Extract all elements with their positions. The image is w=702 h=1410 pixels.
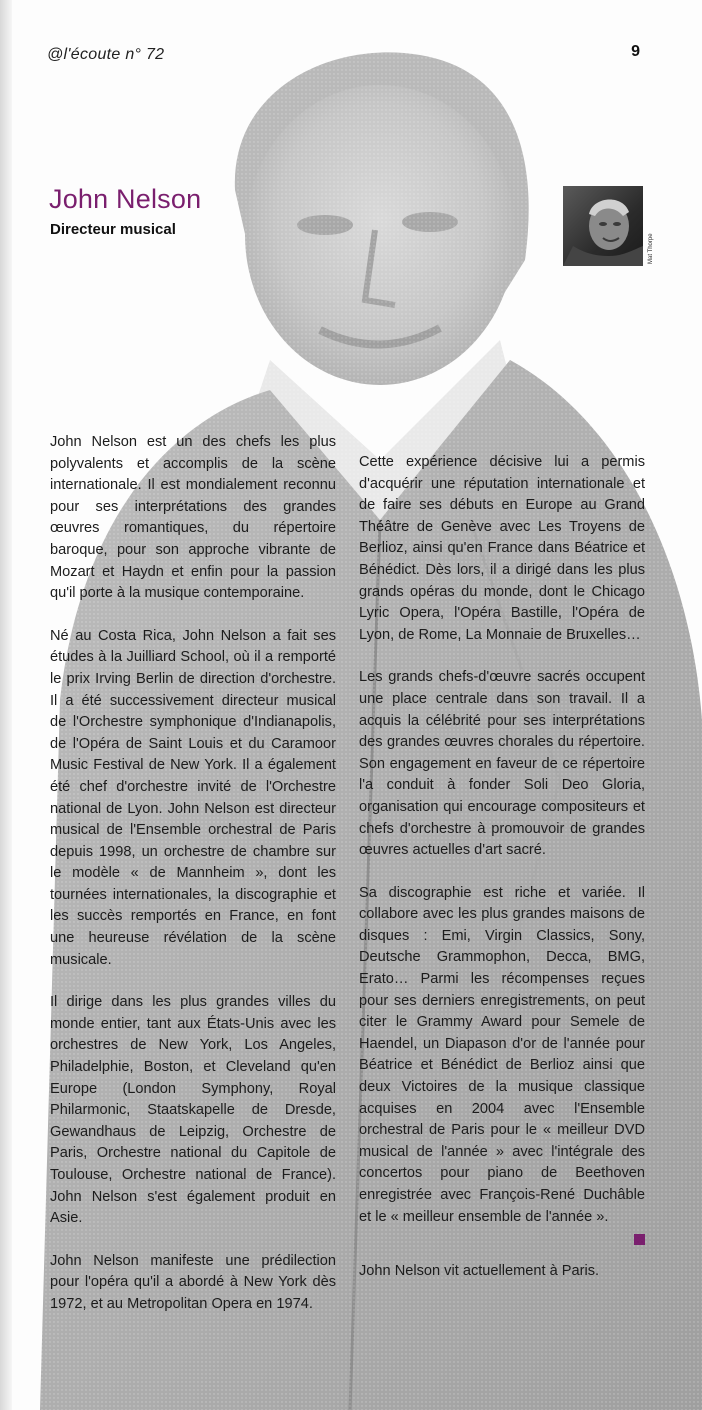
portrait-thumbnail-image <box>563 186 643 266</box>
paragraph: Sa discographie est riche et variée. Il collabore avec les plus grandes maisons de disques : Emi, Virgin Classics, Sony, Deutsche Grammophon, Decca, BMG, Erato… Parmi les récompenses reçues pour ses derniers enregistrements, on peut citer le Grammy Award pour Semele de Haendel, un Diapason d'or de l'année pour Béatrice et Bénédict de Berlioz ainsi que deux Victoires de la musique classique acquises en 2004 avec l'Ensemble orchestral de Paris pour le « meilleur DVD musical de l'année » avec l'intégrale des concertos pour piano de Beethoven enregistrée avec François-René Duchâble et le « meilleur ensemble de l'année ». <box>359 884 645 1225</box>
paragraph: Il dirige dans les plus grandes villes du monde entier, tant aux États-Unis avec les orchestres de New York, Los Angeles, Philadelphie, Boston, et Cleveland qu'en Europe (London Symphony, Royal Philarmonic, Staatskapelle de Dresde, Gewandhaus de Leipzig, Orchestre de Paris, Orchestre national du Capitole de Toulouse, Orchestre national de France). John Nelson s'est également produit en Asie. <box>50 994 336 1227</box>
page-number: 9 <box>631 43 640 60</box>
left-column <box>50 432 336 1316</box>
paragraph: John Nelson est un des chefs les plus polyvalents et accomplis de la scène internationale. Il est mondialement reconnu pour ses interprétations des grandes œuvres romantiques, du répertoire baroque, pour son approche vibrante de Mozart et Haydn et enfin pour la passion qu'il porte à la musique contemporaine. <box>50 434 336 602</box>
paragraph: John Nelson manifeste une prédilection pour l'opéra qu'il a abordé à New York dès 1972, et au Metropolitan Opera en 1974. <box>50 1252 336 1312</box>
right-column <box>359 452 645 1283</box>
photo-credit: Mat Thorpe <box>648 233 654 264</box>
end-of-article-square <box>634 1234 645 1245</box>
paragraph: Les grands chefs-d'œuvre sacrés occupent une place centrale dans son travail. Il a acquis la célébrité pour ses interprétations des grandes œuvres chorales du répertoire. Son engagement en faveur de ce répertoire l'a conduit à fonder Soli Deo Gloria, organisation qui encourage compositeurs et chefs d'orchestre à promouvoir de grandes œuvres actuelles d'art sacré. <box>359 669 645 859</box>
paragraph: Cette expérience décisive lui a permis d'acquérir une réputation internationale et de faire ses débuts en Europe au Grand Théâtre de Genève avec Les Troyens de Berlioz, ainsi qu'en France dans Béatrice et Bénédict. Dès lors, il a dirigé dans les plus grands opéras du monde, dont le Chicago Lyric Opera, l'Opéra Bastille, l'Opéra de Lyon, de Rome, La Monnaie de Bruxelles… <box>359 454 645 643</box>
article-title: John Nelson <box>49 184 202 214</box>
paragraph: Né au Costa Rica, John Nelson a fait ses études à la Juilliard School, où il a remporté le prix Irving Berlin de direction d'orchestre. Il a été successivement directeur musical de l'Orchestre symphonique d'Indianapolis, de l'Opéra de Saint Louis et du Caramoor Music Festival de New York. Il a également été chef d'orchestre invité de l'Orchestre national de Lyon. John Nelson est directeur musical de l'Ensemble orchestral de Paris depuis 1998, un orchestre de chambre sur le modèle « de Mannheim », dont les tournées internationales, la discographie et les succès remportés en France, en font une heureuse révélation de la scène musicale. <box>50 627 336 968</box>
publication-header: @l'écoute n° 72 <box>47 46 165 63</box>
scan-edge <box>0 0 12 1410</box>
portrait-thumbnail <box>563 186 643 266</box>
paragraph: John Nelson vit actuellement à Paris. <box>359 1263 600 1280</box>
article-subtitle: Directeur musical <box>50 221 176 238</box>
